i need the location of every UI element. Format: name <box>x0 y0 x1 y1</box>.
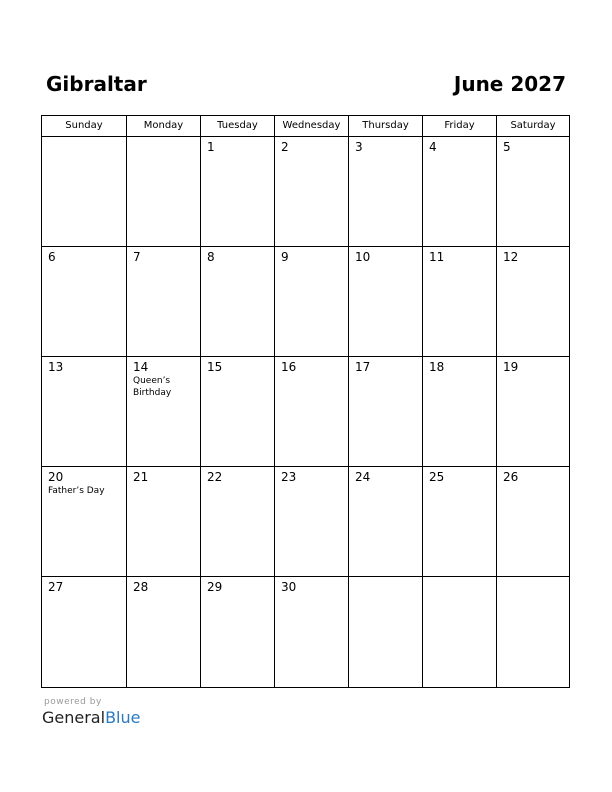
day-number: 21 <box>133 470 149 484</box>
day-number: 19 <box>503 360 519 374</box>
day-cell[interactable] <box>127 577 201 687</box>
day-number: 12 <box>503 250 519 264</box>
day-number: 22 <box>207 470 223 484</box>
day-number: 27 <box>48 580 64 594</box>
day-number: 14 <box>133 360 149 374</box>
day-cell[interactable] <box>201 577 275 687</box>
day-number: 17 <box>355 360 371 374</box>
day-cell[interactable] <box>42 357 127 467</box>
day-cell[interactable] <box>349 137 423 247</box>
day-cell[interactable] <box>275 357 349 467</box>
day-cell[interactable] <box>349 357 423 467</box>
day-cell[interactable] <box>42 577 127 687</box>
day-cell[interactable] <box>201 357 275 467</box>
day-cell[interactable] <box>201 137 275 247</box>
day-cell[interactable] <box>497 247 569 357</box>
day-number: 25 <box>429 470 445 484</box>
day-number: 5 <box>503 140 511 154</box>
day-number: 1 <box>207 140 215 154</box>
calendar-month-year-title: June 2027 <box>453 72 566 96</box>
day-cell[interactable] <box>127 467 201 577</box>
day-number: 20 <box>48 470 64 484</box>
day-cell[interactable] <box>275 577 349 687</box>
generalblue-logo[interactable] <box>42 708 140 728</box>
weekday-header: Saturday <box>497 116 569 137</box>
day-cell[interactable] <box>127 137 201 247</box>
calendar-location-title: Gibraltar <box>46 72 147 96</box>
day-number: 8 <box>207 250 215 264</box>
day-number: 7 <box>133 250 141 264</box>
day-number: 26 <box>503 470 519 484</box>
day-cell[interactable] <box>201 467 275 577</box>
powered-by-text: powered by <box>44 697 102 707</box>
day-cell[interactable] <box>423 577 497 687</box>
day-cell[interactable] <box>127 247 201 357</box>
weekday-header: Thursday <box>349 116 423 137</box>
brand-general-text: General <box>42 708 106 727</box>
day-cell[interactable] <box>275 137 349 247</box>
day-number: 18 <box>429 360 445 374</box>
day-number: 13 <box>48 360 64 374</box>
weekday-header: Friday <box>423 116 497 137</box>
day-cell[interactable] <box>42 247 127 357</box>
day-number: 9 <box>281 250 289 264</box>
day-cell[interactable] <box>423 247 497 357</box>
day-number: 6 <box>48 250 56 264</box>
holiday-label: Father’s Day <box>48 486 105 496</box>
day-number: 24 <box>355 470 371 484</box>
brand-blue-text: Blue <box>105 708 141 727</box>
day-cell[interactable] <box>349 577 423 687</box>
day-number: 11 <box>429 250 445 264</box>
weekday-header: Sunday <box>42 116 127 137</box>
day-cell[interactable] <box>423 357 497 467</box>
day-cell[interactable] <box>423 467 497 577</box>
day-number: 23 <box>281 470 297 484</box>
day-cell[interactable] <box>42 137 127 247</box>
day-cell[interactable] <box>497 357 569 467</box>
day-cell[interactable] <box>349 247 423 357</box>
holiday-label: Queen’s Birthday <box>133 376 172 398</box>
weekday-header: Wednesday <box>275 116 349 137</box>
day-number: 4 <box>429 140 437 154</box>
day-number: 16 <box>281 360 297 374</box>
day-number: 15 <box>207 360 223 374</box>
day-number: 30 <box>281 580 297 594</box>
day-cell[interactable] <box>275 247 349 357</box>
day-number: 2 <box>281 140 289 154</box>
day-number: 10 <box>355 250 371 264</box>
day-cell[interactable] <box>497 137 569 247</box>
calendar-grid <box>41 115 570 688</box>
day-cell[interactable] <box>42 467 127 577</box>
weekday-header: Tuesday <box>201 116 275 137</box>
day-cell[interactable] <box>497 467 569 577</box>
day-number: 3 <box>355 140 363 154</box>
day-cell[interactable] <box>497 577 569 687</box>
day-cell[interactable] <box>127 357 201 467</box>
day-cell[interactable] <box>201 247 275 357</box>
day-cell[interactable] <box>349 467 423 577</box>
weekday-header: Monday <box>127 116 201 137</box>
day-cell[interactable] <box>423 137 497 247</box>
day-number: 29 <box>207 580 223 594</box>
day-cell[interactable] <box>275 467 349 577</box>
day-number: 28 <box>133 580 149 594</box>
